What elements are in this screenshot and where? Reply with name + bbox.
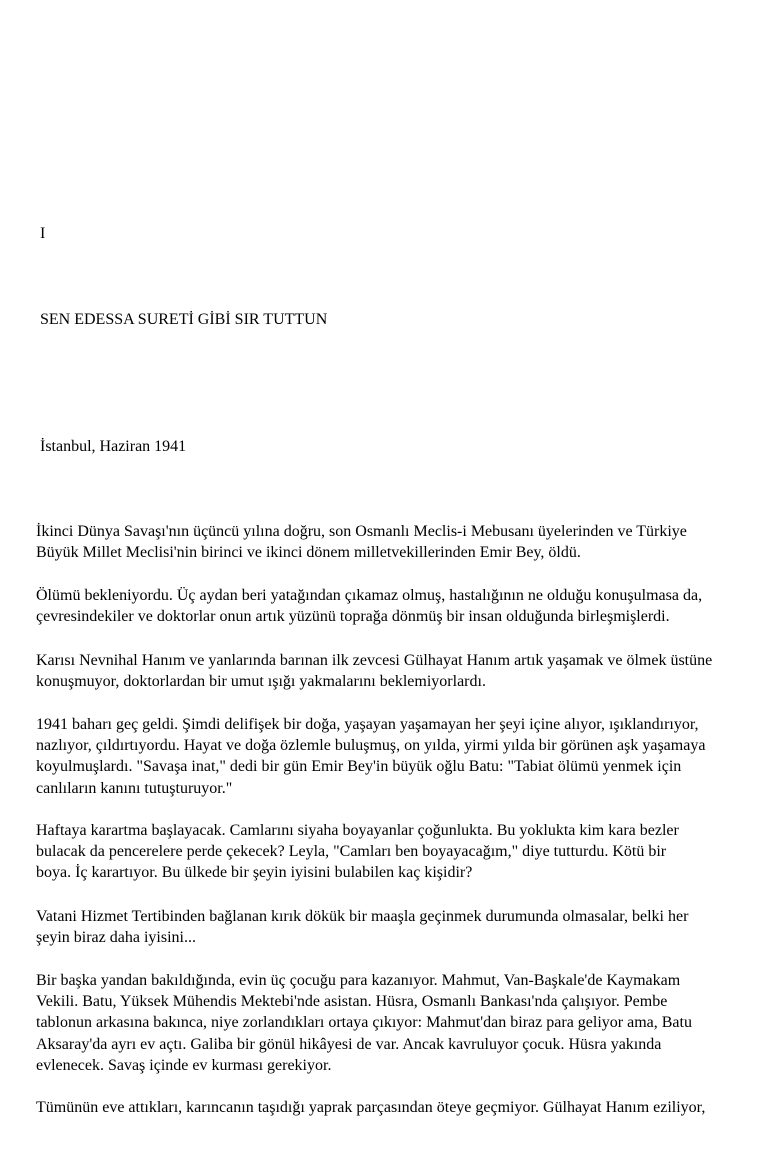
text-line: çevresindekiler ve doktorlar onun artık yüzünü toprağa dönmüş bir insan olduğunda birleşmişlerdi.: [36, 608, 670, 626]
text-line: koyulmuşlardı. "Savaşa inat," dedi bir gün Emir Bey'in büyük oğlu Batu: "Tabiat ölümü yenmek için: [36, 758, 682, 776]
text-line: şeyin biraz daha iyisini...: [36, 929, 196, 947]
text-line: bulacak da pencerelere perde çekecek? Leyla, "Camları ben boyayacağım," diye tutturdu. Kötü bir: [36, 843, 667, 861]
text-line: Büyük Millet Meclisi'nin birinci ve ikinci dönem milletvekillerinden Emir Bey, öldü.: [36, 544, 581, 562]
paragraph-3: [36, 650, 748, 692]
paragraph-1: [36, 521, 748, 563]
text-line: Karısı Nevnihal Hanım ve yanlarında barınan ilk zevcesi Gülhayat Hanım artık yaşamak ve ölmek üstüne: [36, 652, 713, 669]
text-line: Bir başka yandan bakıldığında, evin üç çocuğu para kazanıyor. Mahmut, Van-Başkale'de Kaymakam: [36, 972, 681, 989]
text-line: Aksaray'da ayrı ev açtı. Galiba bir gönül hikâyesi de var. Ancak kavruluyor çocuk. Hüsra yakında: [36, 1035, 662, 1053]
paragraph-4: [36, 714, 748, 799]
paragraph-5: [36, 820, 748, 884]
text-line: Vatani Hizmet Tertibinden bağlanan kırık dökük bir maaşla geçinmek durumunda olmasalar, belki her: [36, 908, 689, 925]
chapter-title: SEN EDESSA SURETİ GİBİ SIR TUTTUN: [40, 311, 328, 328]
paragraph-2: [36, 585, 748, 627]
text-line: konuşmuyor, doktorlardan bir umut ışığı yakmalarını beklemiyorlardı.: [36, 673, 486, 691]
paragraph-6: [36, 906, 748, 948]
text-line: Vekili. Batu, Yüksek Mühendis Mektebi'nde asistan. Hüsra, Osmanlı Bankası'nda çalışıyor. Pembe: [36, 993, 668, 1011]
text-line: evlenecek. Savaş içinde ev kurması gerekiyor.: [36, 1056, 332, 1074]
text-line: İkinci Dünya Savaşı'nın üçüncü yılına doğru, son Osmanlı Meclis-i Mebusanı üyelerinden ve Türkiye: [36, 523, 687, 540]
text-line: canlıların kanını tutuşturuyor.": [36, 779, 233, 797]
paragraph-7: [36, 970, 748, 1076]
chapter-number: I: [40, 225, 46, 242]
place-date-heading: İstanbul, Haziran 1941: [40, 438, 187, 455]
text-line: Ölümü bekleniyordu. Üç aydan beri yatağından çıkamaz olmuş, hastalığının ne olduğu konuşulmasa da,: [36, 587, 703, 604]
text-line: Haftaya karartma başlayacak. Camlarını siyaha boyayanlar çoğunlukta. Bu yoklukta kim kara bezler: [36, 822, 679, 839]
text-line: Tümünün eve attıkları, karıncanın taşıdığı yaprak parçasından öteye geçmiyor. Gülhayat Hanım eziliyor,: [36, 1099, 706, 1116]
text-line: boya. İç karartıyor. Bu ülkede bir şeyin iyisini bulabilen kaç kişidir?: [36, 864, 473, 882]
paragraph-8: [36, 1097, 748, 1118]
text-line: nazlıyor, çıldırtıyordu. Hayat ve doğa özlemle buluşmuş, on yılda, yirmi yılda bir görünen aşk yaşamaya: [36, 737, 706, 755]
text-line: 1941 baharı geç geldi. Şimdi delifişek bir doğa, yaşayan yaşamayan her şeyi içine alıyor, ışıklandırıyor,: [36, 716, 699, 733]
text-line: tablonun arkasına bakınca, niye zorlandıkları ortaya çıkıyor: Mahmut'dan biraz para geliyor ama, Batu: [36, 1014, 692, 1032]
